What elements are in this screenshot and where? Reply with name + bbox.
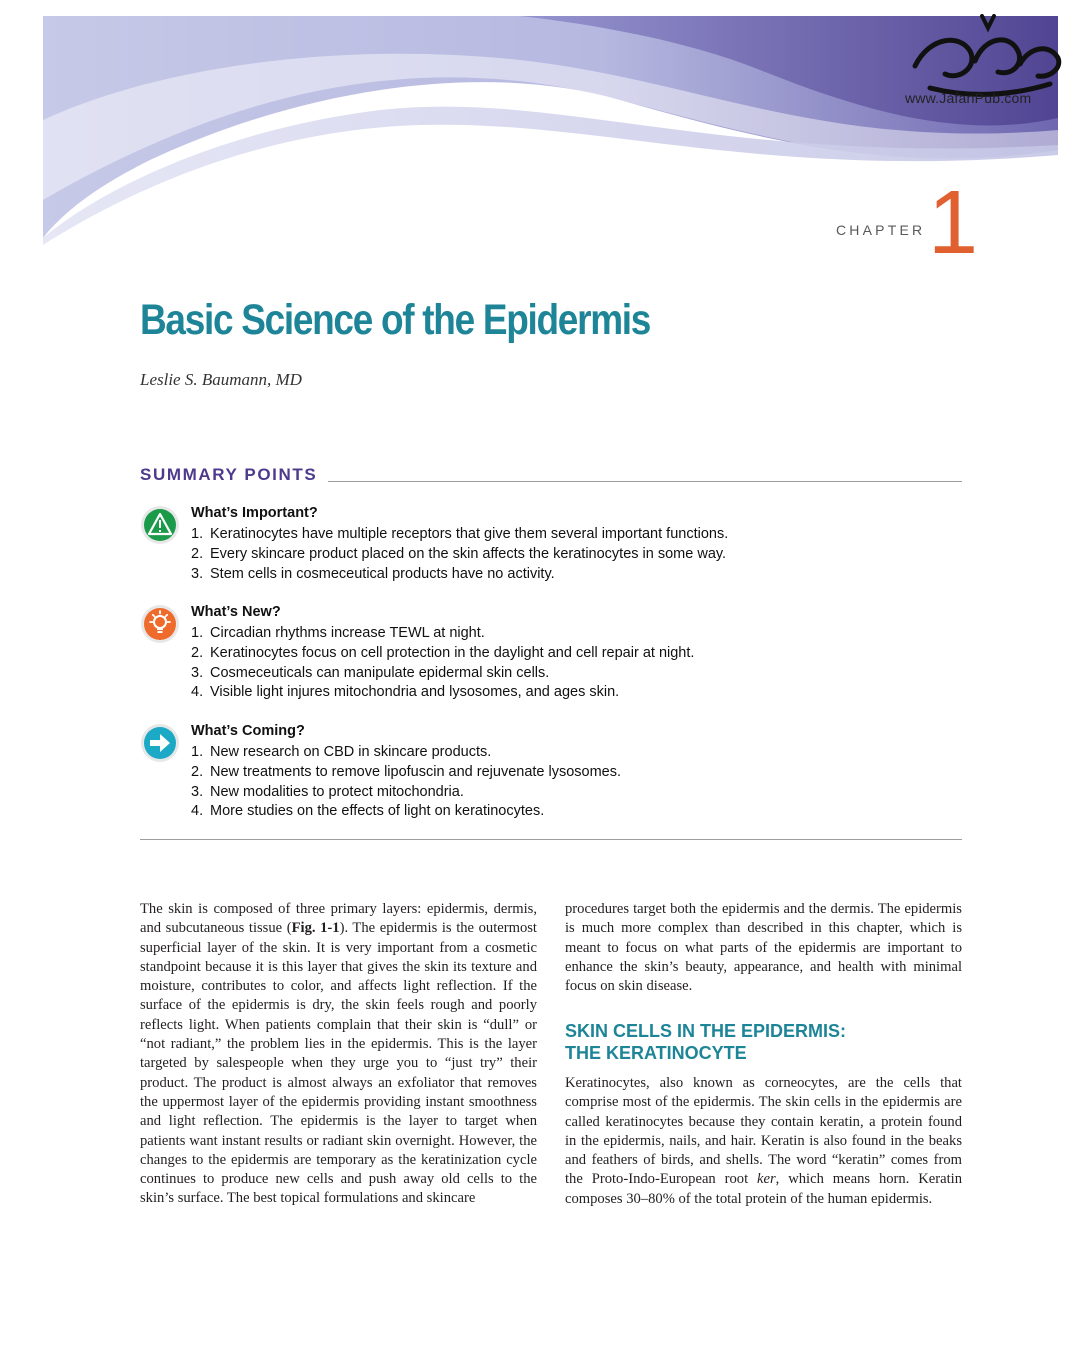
- group-title: What’s New?: [191, 604, 281, 620]
- list-item: [191, 683, 694, 703]
- item-text: Keratinocytes have multiple receptors that give them several important functions.: [210, 526, 729, 542]
- item-number: 4.: [191, 803, 204, 820]
- item-number: 2.: [191, 644, 204, 661]
- item-text: Circadian rhythms increase TEWL at night.: [210, 625, 485, 641]
- paragraph-text: ). The epidermis is the outermost superficial layer of the skin. It is very important from a cosmetic standpoint because it is this layer that gives the skin its texture and moisture, contributes to color, and affects light reflection. If the surface of the epidermis is dry, the skin feels rough and poorly reflects light. When patients complain that their skin is “dull” or “not radiant,” the problem lies in the epidermis. This is the layer targeted by salespeople when they urge you to “just try” their product. The product is almost always an exfoliator that removes the uppermost layer of the epidermis providing instant smoothness and light reflection. The epidermis is the layer to target when patients want instant results or radiant skin overnight. However, the changes to the epidermis are temporary as the keratinization cycle continues to produce new cells and push away old cells to the skin’s surface. The best topical formulations and skincare: [140, 920, 537, 1207]
- list-item: [191, 664, 694, 684]
- item-text: New treatments to remove lipofuscin and rejuvenate lysosomes.: [210, 763, 622, 780]
- list-item: [191, 644, 694, 664]
- body-paragraph: [140, 900, 537, 1209]
- summary-list: [191, 743, 621, 822]
- author-name: Leslie S. Baumann, MD: [140, 370, 302, 389]
- section-heading-line: SKIN CELLS IN THE EPIDERMIS:: [565, 1021, 847, 1041]
- item-number: 3.: [191, 783, 204, 800]
- item-text: New research on CBD in skincare products.: [210, 744, 492, 760]
- summary-list: [191, 624, 694, 703]
- item-number: 1.: [191, 625, 204, 641]
- list-item: [191, 802, 621, 822]
- item-number: 2.: [191, 763, 204, 780]
- watermark-url: www.JafariPub.com: [905, 90, 1032, 106]
- section-heading: [565, 1020, 962, 1064]
- list-item: [191, 545, 728, 565]
- item-text: Cosmeceuticals can manipulate epidermal skin cells.: [210, 664, 550, 681]
- lightbulb-icon: [140, 604, 180, 644]
- paragraph-text: The skin is composed of three primary layers: epidermis, dermis, and subcutaneous tissue (: [140, 901, 537, 937]
- group-title: What’s Important?: [191, 505, 318, 521]
- item-text: New modalities to protect mitochondria.: [210, 783, 464, 800]
- item-number: 3.: [191, 664, 204, 681]
- item-number: 1.: [191, 526, 204, 542]
- summary-bottom-divider: [140, 839, 962, 840]
- paragraph-text: Keratinocytes, also known as corneocytes, are the cells that comprise most of the epidermis. The skin cells in the epidermis are called keratinocytes because they contain keratin, a protein found in the epidermis, nails, and hair. Keratin is also found in the beaks and feathers of birds, and shells. The word “keratin” comes from the Proto-Indo-European root: [565, 1075, 962, 1188]
- list-item: [191, 763, 621, 783]
- arrow-right-icon: [140, 723, 180, 763]
- page-title: Basic Science of the Epidermis: [140, 296, 651, 344]
- item-text: Keratinocytes focus on cell protection in the daylight and cell repair at night.: [210, 644, 695, 661]
- item-number: 4.: [191, 684, 204, 701]
- item-text: Stem cells in cosmeceutical products have no activity.: [210, 565, 555, 582]
- summary-divider: [328, 481, 962, 482]
- body-column-left: [140, 900, 537, 1209]
- body-paragraph: [565, 1074, 962, 1209]
- list-item: [191, 525, 728, 545]
- summary-heading: SUMMARY POINTS: [140, 465, 318, 484]
- italic-term: ker: [757, 1171, 776, 1188]
- item-text: Every skincare product placed on the skin affects the keratinocytes in some way.: [210, 545, 727, 562]
- body-column-right-bottom: [565, 1074, 962, 1209]
- group-title: What’s Coming?: [191, 723, 305, 739]
- list-item: [191, 565, 728, 585]
- chapter-number: 1: [928, 173, 979, 273]
- section-heading-line: THE KERATINOCYTE: [565, 1043, 747, 1063]
- item-number: 2.: [191, 545, 204, 562]
- summary-list: [191, 525, 728, 584]
- item-text: More studies on the effects of light on keratinocytes.: [210, 803, 545, 820]
- body-column-right-top: [565, 900, 962, 996]
- paragraph-text: , which means horn. Keratin composes 30–80% of the total protein of the human epidermis.: [565, 1171, 962, 1207]
- item-number: 1.: [191, 744, 204, 760]
- list-item: [191, 624, 694, 644]
- warning-triangle-icon: [140, 505, 180, 545]
- list-item: [191, 783, 621, 803]
- list-item: [191, 743, 621, 763]
- body-paragraph: procedures target both the epidermis and the dermis. The epidermis is much more complex than described in this chapter, which is meant to focus on what parts of the epidermis are important to enhance the skin’s beauty, appearance, and health with minimal focus on skin disease.: [565, 901, 962, 995]
- item-number: 3.: [191, 565, 204, 582]
- figure-reference-link[interactable]: Fig. 1-1: [291, 920, 340, 937]
- chapter-label: CHAPTER: [836, 222, 926, 238]
- item-text: Visible light injures mitochondria and lysosomes, and ages skin.: [210, 684, 620, 701]
